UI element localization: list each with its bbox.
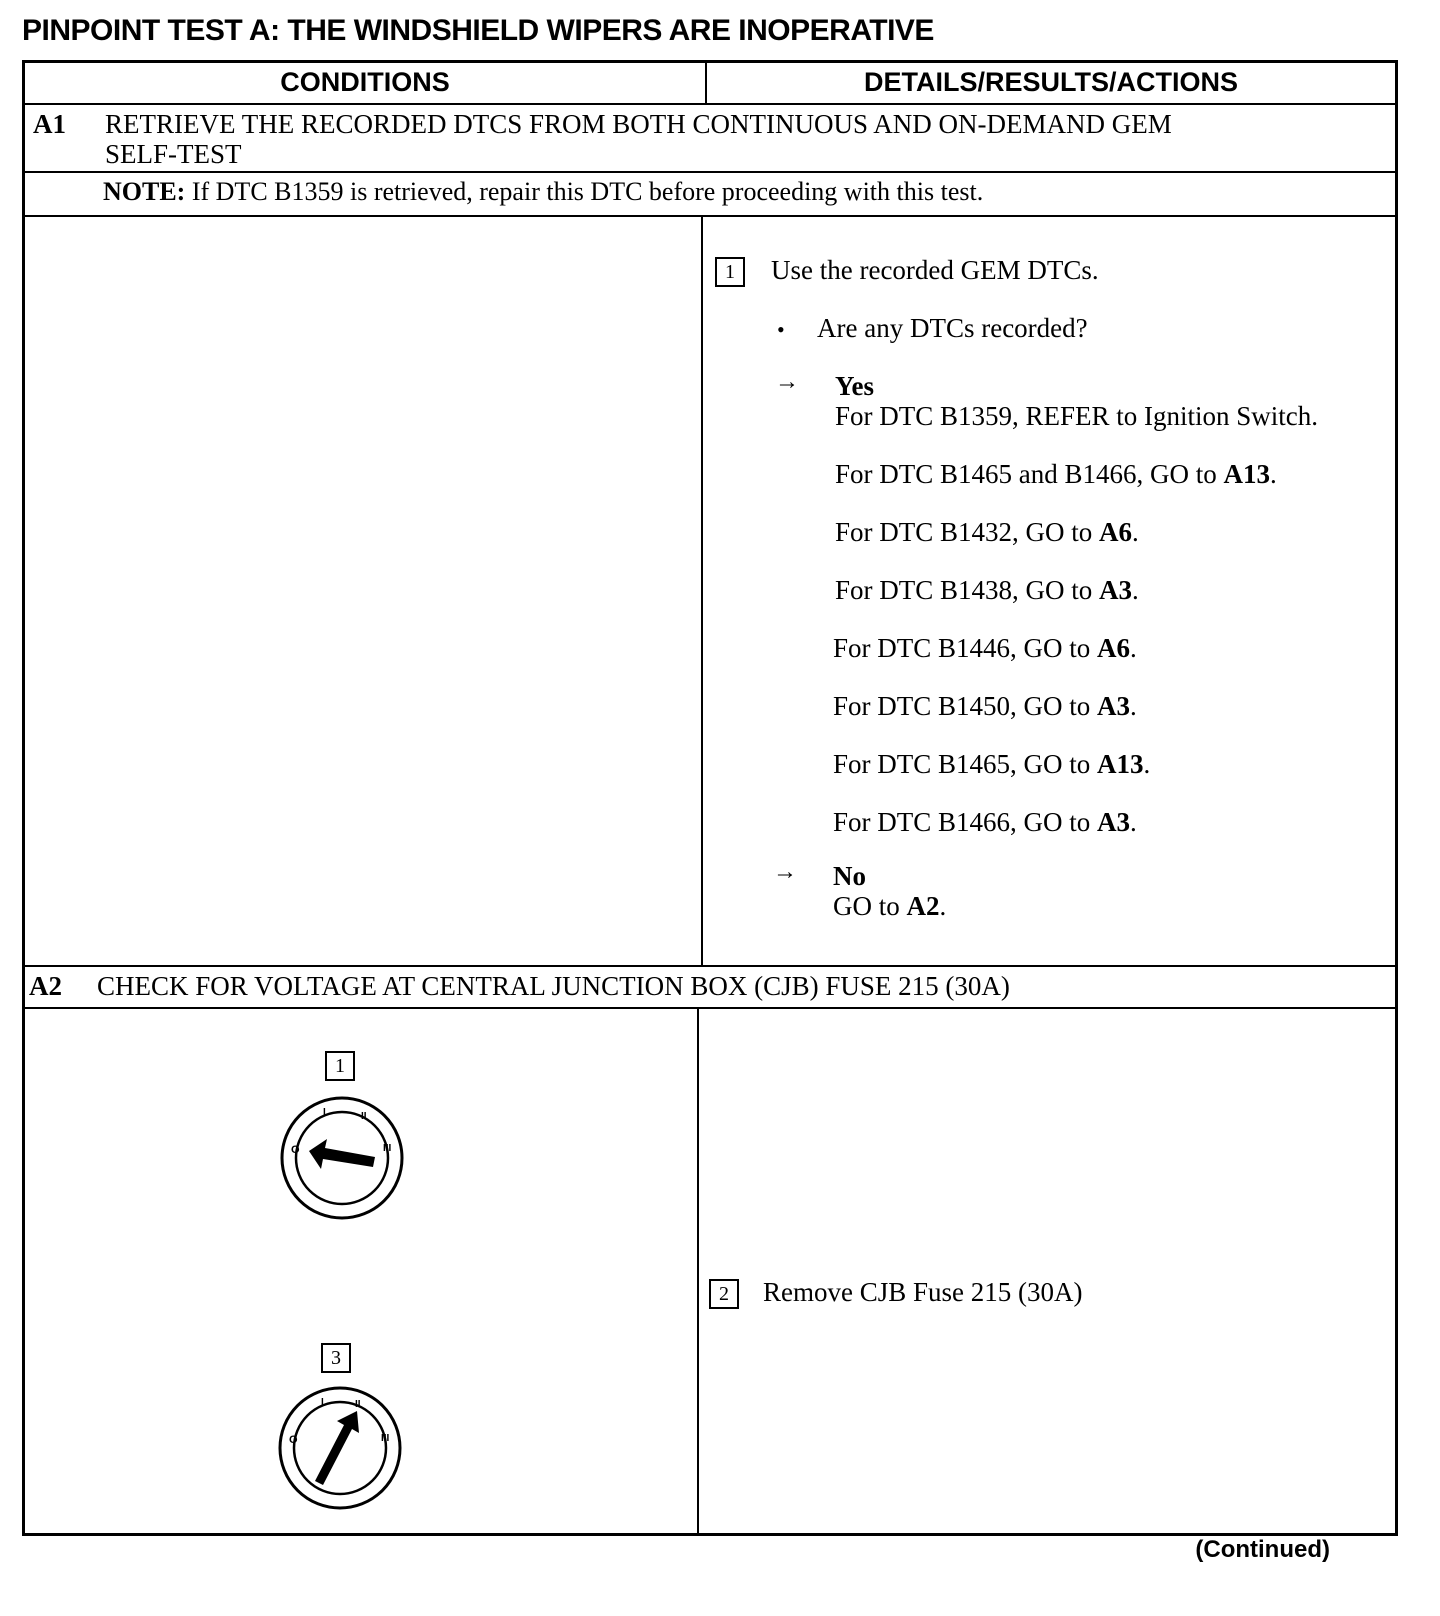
- no-label: No: [833, 861, 866, 891]
- a1-question: Are any DTCs recorded?: [817, 313, 1088, 343]
- yes-result-prefix: For DTC B1438, GO to: [835, 575, 1100, 605]
- switch-number-box: 1: [325, 1051, 355, 1081]
- yes-result-prefix: For DTC B1450, GO to: [833, 691, 1098, 721]
- yes-result-prefix: For DTC B1465 and B1466, GO to: [835, 459, 1224, 489]
- step-a1-title-line2: SELF-TEST: [105, 139, 242, 169]
- note: [103, 177, 983, 207]
- no-result-prefix: GO to: [833, 891, 907, 921]
- no-result-target: A2: [906, 891, 940, 921]
- step-a2-heading: [29, 971, 1379, 1003]
- step-a2-title: CHECK FOR VOLTAGE AT CENTRAL JUNCTION BOX (CJB) FUSE 215 (30A): [97, 971, 1010, 1001]
- ignition-switch-off-icon: [277, 1093, 407, 1223]
- yes-result-item: [835, 459, 1277, 490]
- conditions-header: CONDITIONS: [280, 67, 450, 97]
- switch-number-box: 3: [321, 1343, 351, 1373]
- switch-pos-label: III: [381, 1433, 390, 1444]
- yes-result-suffix: .: [1270, 459, 1277, 489]
- yes-result-prefix: For DTC B1432, GO to: [835, 517, 1100, 547]
- continued-label: (Continued): [1195, 1536, 1330, 1563]
- a1-end-rule: [25, 965, 1395, 967]
- yes-result-prefix: For DTC B1446, GO to: [833, 633, 1098, 663]
- switch-pos-label: I: [323, 1107, 326, 1118]
- note-rule: [25, 215, 1395, 217]
- page-title: PINPOINT TEST A: THE WINDSHIELD WIPERS ARE INOPERATIVE: [22, 14, 934, 47]
- yes-result-suffix: .: [1132, 575, 1139, 605]
- step-a1-title-line1: RETRIEVE THE RECORDED DTCS FROM BOTH CONTINUOUS AND ON-DEMAND GEM: [105, 109, 1172, 139]
- yes-result-target: A3: [1099, 575, 1133, 605]
- a1-heading-rule: [25, 171, 1395, 173]
- no-result: [833, 891, 946, 922]
- yes-result-prefix: For DTC B1359, REFER to Ignition Switch.: [835, 401, 1319, 431]
- switch-pos-label: III: [383, 1143, 392, 1154]
- step-code: A1: [33, 109, 66, 139]
- pinpoint-table: [22, 60, 1398, 1536]
- yes-result-item: [833, 807, 1137, 838]
- switch-pos-label: II: [355, 1399, 361, 1410]
- yes-result-item: [835, 517, 1139, 548]
- a2-divider: [697, 1007, 699, 1535]
- yes-result-item: [833, 749, 1150, 780]
- yes-result-target: A13: [1223, 459, 1271, 489]
- yes-label: Yes: [835, 371, 874, 401]
- yes-result-suffix: .: [1130, 691, 1137, 721]
- step-code: A2: [29, 971, 62, 1001]
- note-label: NOTE:: [103, 177, 186, 206]
- yes-result-prefix: For DTC B1465, GO to: [833, 749, 1098, 779]
- yes-result-prefix: For DTC B1466, GO to: [833, 807, 1098, 837]
- bullet-icon: •: [777, 317, 785, 342]
- ignition-switch-start-icon: [275, 1383, 405, 1513]
- yes-result-suffix: .: [1143, 749, 1151, 779]
- yes-result-item: [833, 691, 1137, 722]
- switch-pos-label: I: [321, 1397, 324, 1408]
- yes-result-target: A3: [1097, 807, 1131, 837]
- arrow-right-icon: →: [775, 369, 799, 395]
- yes-result-target: A3: [1097, 691, 1131, 721]
- note-text: If DTC B1359 is retrieved, repair this DTC before proceeding with this test.: [191, 177, 984, 206]
- yes-result-item: [835, 401, 1318, 432]
- yes-result-target: A6: [1097, 633, 1131, 663]
- yes-result-item: [833, 633, 1137, 664]
- switch-pos-label: O: [291, 1144, 300, 1156]
- yes-result-suffix: .: [1132, 517, 1139, 547]
- switch-pos-label: II: [361, 1111, 367, 1122]
- header-rule: [25, 103, 1395, 105]
- yes-result-item: [835, 575, 1139, 606]
- a1-divider: [701, 215, 703, 967]
- yes-result-target: A6: [1099, 517, 1133, 547]
- yes-result-target: A13: [1097, 749, 1144, 779]
- arrow-right-icon: →: [773, 859, 797, 885]
- no-result-suffix: .: [939, 891, 947, 921]
- a2-step-text: Remove CJB Fuse 215 (30A): [763, 1277, 1083, 1307]
- a1-step-text: Use the recorded GEM DTCs.: [771, 255, 1099, 285]
- step-a1-heading: [33, 109, 1383, 169]
- details-header: DETAILS/RESULTS/ACTIONS: [863, 67, 1238, 97]
- a2-heading-rule: [25, 1007, 1395, 1009]
- yes-result-suffix: .: [1130, 633, 1137, 663]
- yes-result-suffix: .: [1130, 807, 1137, 837]
- step-number-box: 2: [709, 1279, 739, 1309]
- switch-pos-label: O: [289, 1434, 298, 1446]
- step-a1-title: [105, 109, 1172, 169]
- step-number-box: 1: [715, 257, 745, 287]
